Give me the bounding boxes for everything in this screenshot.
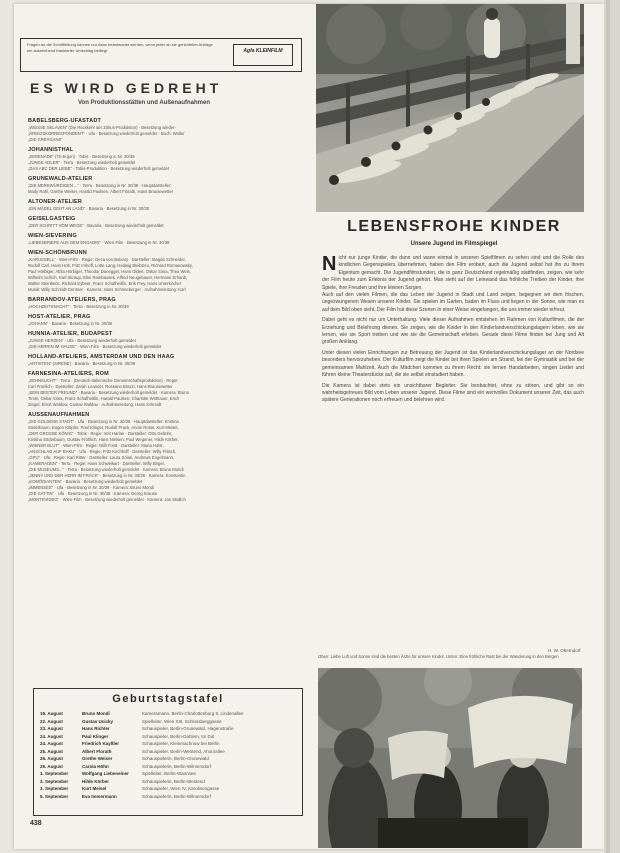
birthday-rows	[40, 710, 296, 800]
birthday-row	[40, 748, 296, 756]
birthday-name: Grethe Weiser	[82, 756, 113, 761]
photo-caption: Oben: Liebe Luft und Sonne sind die besten Ärzte für unsere Kinder. Unten: Eine fröhliche Rast bei der Wanderung in den Bergen	[318, 654, 559, 659]
listing-heading: FARNESINA-ATELIERS, ROM	[28, 371, 109, 377]
birthday-desc: Schauspieler, Berlin-Westend, Ahornallee	[142, 748, 225, 754]
birthday-date: 25. August	[40, 748, 63, 754]
photo-sunbathing-illustration	[316, 4, 584, 212]
listing-line: „JENNY UND DER HERR IM FRACK“ · Besetzung in Nr. 30/38 · Kamera: Konstantin	[28, 473, 186, 478]
birthday-row	[40, 718, 296, 726]
birthday-name: Bruno Mondi	[82, 711, 110, 716]
listing-entry	[28, 176, 306, 195]
listing-heading: HUNNIA-ATELIER, BUDAPEST	[28, 331, 113, 337]
birthday-name: Kurt Meisel	[82, 786, 107, 791]
listing-heading: ALTONER-ATELIER	[28, 199, 83, 205]
listing-line: Musik: Willy Schmidt-Gentner · Kamera: Hans Schneeberger · Aufnahmeleitung: Karl	[28, 287, 186, 292]
birthday-name: Wolfgang Liebeneiner	[82, 771, 129, 776]
listing-entry	[28, 216, 306, 229]
listing-line: „MONTEVIDEO“ · Wien-Film · Besetzung wiederholt gemeldet · Kamera: Jan Stallich	[28, 497, 186, 502]
photo-children-outdoors	[318, 668, 582, 848]
birthday-desc: Schauspielerin, Berlin-Grunewald	[142, 756, 209, 761]
listing-entry	[28, 314, 306, 327]
article-paragraph: Dabei geht es nicht nur um Unterhaltung. Viele dieser Aufnahmen entstehen im Rahmen von Kulturfilmen, die der Erziehung und Belehrung dienen. Sie zeigen, wie die Kinder in den Kinderlandverschickungslagern leben, wie sie lernen, wie sie Sport treiben und wie sie die Gemeinschaft erleben. Gerade diese Filme finden bei Jung und Alt großen Anklang.	[322, 317, 584, 346]
listing-line: „JUNGE HERZEN“ · Ufa · Besetzung wiederholt gemeldet	[28, 338, 136, 343]
birthday-date: 26. August	[40, 756, 63, 761]
listing-line: „KRIEGSKORRESPONDENT“ · Ufa · Besetzung wiederholt gemeldet · Buch: Walter	[28, 131, 185, 136]
listing-line: Carl Froelich · Darsteller: Zarah Leander, Rossano Brazzi, Hans Brausewetter	[28, 384, 173, 389]
listing-line: Kristina Söderbaum, Gustav Fröhlich, Hans Nielsen, Paul Wegener, Hilde Körber,	[28, 437, 179, 442]
birthday-date: 24. August	[40, 741, 63, 746]
notice-box	[20, 38, 302, 72]
birthday-date: 3. September	[40, 778, 69, 784]
birthday-name: Albert Florath	[82, 748, 112, 754]
birthday-name: Hans Richter	[82, 726, 110, 731]
article-paragraph-first: icht nur junge Kinder, die dann und wann einmal in unseren Spielfilmen zu sehen sind und die Rolle des kindlichen Gegenspielers übernehmen, haben den Film erobert, auch die Jugend selbst hat ihn zu ihrem Eigentum gemacht. Die Jugendfilmstunden, die in ganz Deutschland regelmäßig stattfinden, zeigen, wie sehr der Film heute zum Erlebnis der Jugend gehört. Man sieht auf der Leinwand das fröhliche Treiben der Kinder, ihre Spiele, ihre Freuden und ihre kleinen Sorgen.	[322, 255, 584, 291]
birthday-name: Carola Höhn	[82, 763, 109, 769]
listing-line: „SEHNSUCHT“ · Terra · (Deutsch-italienische Gemeinschaftsproduktion) · Regie:	[28, 378, 179, 383]
listing-heading: GRUNEWALD-ATELIER	[28, 176, 93, 182]
birthday-row	[40, 710, 296, 718]
birthday-date: 1. September	[40, 771, 69, 776]
birthday-name: Gustav Ucicky	[82, 718, 114, 724]
listing-line: „LIEBESBRIEFE AUS DEM ENGADIN“ · Wien-Film · Besetzung in Nr. 30/38	[28, 240, 170, 245]
birthday-date: 19. August	[40, 711, 63, 716]
birthday-row	[40, 733, 296, 741]
listing-line: „IMMENSEE“ · Ufa · Besetzung in Nr. 30/38 · Kamera: Bruno Mondi	[28, 485, 154, 490]
page-edge	[604, 0, 620, 853]
listing-entry	[28, 412, 306, 503]
listing-heading: BARRANDOV-ATELIERS, PRAG	[28, 297, 116, 303]
birthday-row	[40, 793, 296, 801]
birthday-desc: Schauspielerin, Berlin-Westend	[142, 778, 205, 784]
listing-line: „DIE MUSEUMS...“ · Terra · Besetzung wiederholt gemeldet · Kamera: Bruno Mondi	[28, 467, 184, 472]
listing-line: „WIENER BLUT“ · Wien-Film · Regie: Willi Forst · Darsteller: Maria Holst,	[28, 443, 164, 448]
birthday-desc: Spielleiter, Berlin-Wannsee	[142, 771, 196, 776]
listing-line: „DER GROSSE KÖNIG“ · Tobis · Regie: Veit Harlan · Darsteller: Otto Gebühr,	[28, 431, 173, 436]
article-dropcap: N	[322, 255, 337, 275]
listing-line: „JUNGE ADLER“ · Terra · Besetzung wiederholt gemeldet	[28, 160, 136, 165]
section-title: ES WIRD GEDREHT	[30, 80, 223, 96]
listing-line: „ARTISTEN“ (SIRENE) · Bavaria · Besetzung in Nr. 30/38	[28, 361, 135, 366]
article-paragraph: Auch auf den vielen Filmen, die das Leben der Jugend in Stadt und Land zeigen, begegnen wir dem frischen, ungezwungenen Wesen unserer Kinder. Sie spielen im Garten, baden im Fluss und liegen in der Sonne, wie man es auf dem Bild oben sieht. Der Film hat diese Szenen in einer Weise eingefangen, die uns immer wieder erfreut.	[322, 292, 584, 313]
page-edge-band	[606, 0, 610, 853]
photo-outdoors-illustration	[318, 668, 582, 848]
birthday-date: 24. August	[40, 733, 63, 739]
listing-line: „DAS ABC DER LIEBE“ · Tobis-Produktion · Besetzung wiederholt gemeldet	[28, 166, 169, 171]
listing-line: „DIE GREYGANS“	[28, 137, 63, 142]
listing-line: Söderbaum, Eugen Klöpfer, Paul Klinger, Rudolf Prack, Annie Rosar, Kurt Meisel,	[28, 425, 179, 430]
listing-line: „DER SCHRITT VOM WEGE“ · Bavaria · Besetzung wiederholt gemeldet	[28, 223, 164, 228]
page-number: 438	[30, 820, 42, 827]
birthday-name: Eva Immermann	[82, 793, 117, 799]
listing-line: „KAMERADEN“ · Terra · Regie: Hans Schweikart · Darsteller: Willy Birgel,	[28, 461, 165, 466]
listing-line: „DIE GOLDENE STADT“ · Ufa · Besetzung in Nr. 30/38 · Hauptdarsteller: Kristina	[28, 419, 179, 424]
birthday-name: Hilde Körber	[82, 778, 110, 784]
listing-line: „SERENADE“ (Tri-Ergon) · Tobis · Besetzung in Nr. 30/38	[28, 154, 135, 159]
birthday-table-title: Geburtstagstafel	[112, 693, 224, 705]
birthday-desc: Schauspielerin, Berlin-Wilmersdorf	[142, 763, 212, 769]
article-paragraph: Unter diesen vielen Einrichtungen zur Betreuung der Jugend ist das Kinderlandverschickungslager an der Nordsee besonders hervorzuheben. Der Kulturfilm zeigt die Kinder bei ihren Spielen am Strand, bei der Gymnastik und bei der gemeinsamen Mahlzeit. Auch die Mädchen kommen zu ihrem Recht: sie lernen Handarbeiten, singen Lieder und führen kleine Theaterstücke auf, die sie selbst einstudiert haben.	[322, 349, 584, 379]
article-signoff: H. W. Oberndorf	[548, 648, 581, 653]
listing-heading: WIEN-SIEVERING	[28, 233, 77, 239]
listing-entry	[28, 371, 306, 408]
listing-line: „KOMÖDIANTEN“ · Bavaria · Besetzung wiederholt gemeldet	[28, 479, 143, 484]
birthday-row	[40, 725, 296, 733]
birthday-row	[40, 763, 296, 771]
listing-heading: WIEN-SCHÖNBRUNN	[28, 250, 87, 256]
listing-heading: GEISELGASTEIG	[28, 216, 76, 222]
listing-line: „DIE HERRIN IM HAUSE“ · Wien-Film · Besetzung wiederholt gemeldet	[28, 344, 162, 349]
birthday-name: Paul Klinger	[82, 733, 109, 739]
listing-line: Ziegel, Ernst Waldow, Gustav Waldau · Aufnahmeleitung: Hans Schmidt	[28, 402, 162, 407]
listing-line: Rudolf Carl, Hans Holt, Fritz Imhoff, Lotte Lang, Hedwig Bleibtreu, Richard Romanowsky,	[28, 263, 193, 268]
listing-heading: AUSSENAUFNAHMEN	[28, 412, 90, 418]
listing-heading: HOLLAND-ATELIERS, AMSTERDAM UND DEN HAAG	[28, 354, 175, 360]
birthday-row	[40, 740, 296, 748]
listing-line: Mady Rahl, Grethe Weiser, Harald Paulsen, Albert Florath, Hans Brausewetter	[28, 189, 174, 194]
section-subtitle: Von Produktionsstätten und Außenaufnahmen	[78, 100, 210, 106]
birthday-row	[40, 770, 296, 778]
listing-entry	[28, 354, 306, 367]
listing-line: „DIE MERKWÜRDIGEN ...“ · Terra · Besetzung in Nr. 30/38 · Hauptdarsteller:	[28, 183, 172, 188]
birthday-desc: Schauspieler, Wien IV, Karolinengasse	[142, 786, 220, 791]
birthday-date: 3. September	[40, 786, 69, 791]
birthday-date: 22. August	[40, 718, 63, 724]
notice-text: Fragen an die Schriftleitung können nur dann beantwortet werden, wenn jeder an sie gerichteten Anfrage ein ausreichend frankierter Umschlag beiliegt	[27, 42, 213, 53]
listing-entry	[28, 199, 306, 212]
listing-entry	[28, 118, 306, 143]
agfa-logo: Agfa KLEINFILM	[233, 44, 293, 66]
article-paragraph: Die Kamera ist dabei stets ein unsichtbarer Begleiter. Sie beobachtet, ohne zu stören, und gibt so ein wahrheitsgetreues Bild vom Leben unserer Jugend. Diese Filme sind ein wertvolles Dokument unserer Zeit, das auch spätere Generationen noch erfreuen und belehren wird.	[322, 382, 584, 404]
birthday-desc: Schauspielerin, Berlin-Wilmersdorf	[142, 793, 212, 799]
birthday-name: Friedrich Kayßler	[82, 741, 120, 746]
listing-entry	[28, 331, 306, 350]
listing-line: Timm, Oskar Sima, Franz Schafheitlin, Harald Paulsen, Charlotte Witthauer, Erich	[28, 396, 180, 401]
listing-line: „ANSCHLAG AUF BAKU“ · Ufa · Regie: Fritz Kirchhoff · Darsteller: Willy Fritsch,	[28, 449, 177, 454]
birthday-row	[40, 785, 296, 793]
birthday-desc: Schauspieler, Berlin-Grunewald, Hagenstraße	[142, 726, 234, 731]
listing-line: Paul Hörbiger, Attila Hörbiger, Theodor Danegger, Hans Olden, Oskar Sima, Thea Weis,	[28, 269, 191, 274]
birthday-row	[40, 778, 296, 786]
listing-line: „HOCHZEITSNACHT“ · Terra · Besetzung in Nr. 30/38	[28, 304, 129, 309]
birthday-desc: Kameramann, Berlin-Charlottenburg 9, Lindenallee	[142, 711, 244, 716]
listing-heading: JOHANNISTHAL	[28, 147, 74, 153]
listing-entry	[28, 297, 306, 310]
production-listing	[28, 118, 306, 688]
article-title: LEBENSFROHE KINDER	[347, 218, 561, 235]
birthday-date: 23. August	[40, 726, 63, 731]
listing-heading: BABELSBERG-UFASTADT	[28, 118, 102, 124]
listing-entry	[28, 233, 306, 246]
listing-line: „GPU“ · Ufa · Regie: Karl Ritter · Darsteller: Laura Solari, Andrews Engelmann,	[28, 455, 175, 460]
birthday-row	[40, 755, 296, 763]
listing-entry	[28, 250, 306, 293]
listing-line: „EIN MÄDEL GEHT AN LAND“ · Bavaria · Besetzung in Nr. 30/38	[28, 206, 150, 211]
listing-line: „DIE GATTIN“ · Ufa · Besetzung in Nr. 30/38 · Kamera: Georg Krause	[28, 491, 158, 496]
listing-line: „KARUSSELL“ · Wien-Film · Regie: Geza von Bolvary · Darsteller: Magda Schneider,	[28, 257, 186, 262]
birthday-date: 29. August	[40, 763, 63, 769]
listing-entry	[28, 147, 306, 172]
listing-line: „JOHANN“ · Bavaria · Besetzung in Nr. 30/38	[28, 321, 113, 326]
listing-line: Walter Steinbeck, Richard Eybner, Franz Schafheitlin, Erik Frey, Hans Unterkircher	[28, 281, 182, 286]
listing-heading: HOST-ATELIER, PRAG	[28, 314, 91, 320]
birthday-table	[33, 688, 303, 816]
photo-children-sunbathing	[316, 4, 584, 212]
article-subtitle: Unsere Jugend im Filmspiegel	[410, 241, 498, 247]
listing-line: Wilhelm Schich, Karl Skraup, Else Rambausek, Alfred Neugebauer, Hermann Erhardt,	[28, 275, 188, 280]
birthday-desc: Schauspieler, Kleinmachnow bei Berlin	[142, 741, 220, 746]
article-body	[322, 255, 584, 660]
birthday-desc: Spielleiter, Wien XIII, Schlossberggasse	[142, 718, 222, 724]
birthday-date: 5. September	[40, 793, 69, 799]
listing-line: „SEIN BESTER FREUND“ · Bavaria · Besetzung wiederholt gemeldet · Kamera: Bruno	[28, 390, 190, 395]
birthday-desc: Schauspieler, Berlin-Dahlem, Im Dol	[142, 733, 215, 739]
listing-line: „WEISSE SKLAVEN“ (Die Rückkehr der Zirkus-Produktion) · Besetzung wieder-	[28, 125, 176, 130]
